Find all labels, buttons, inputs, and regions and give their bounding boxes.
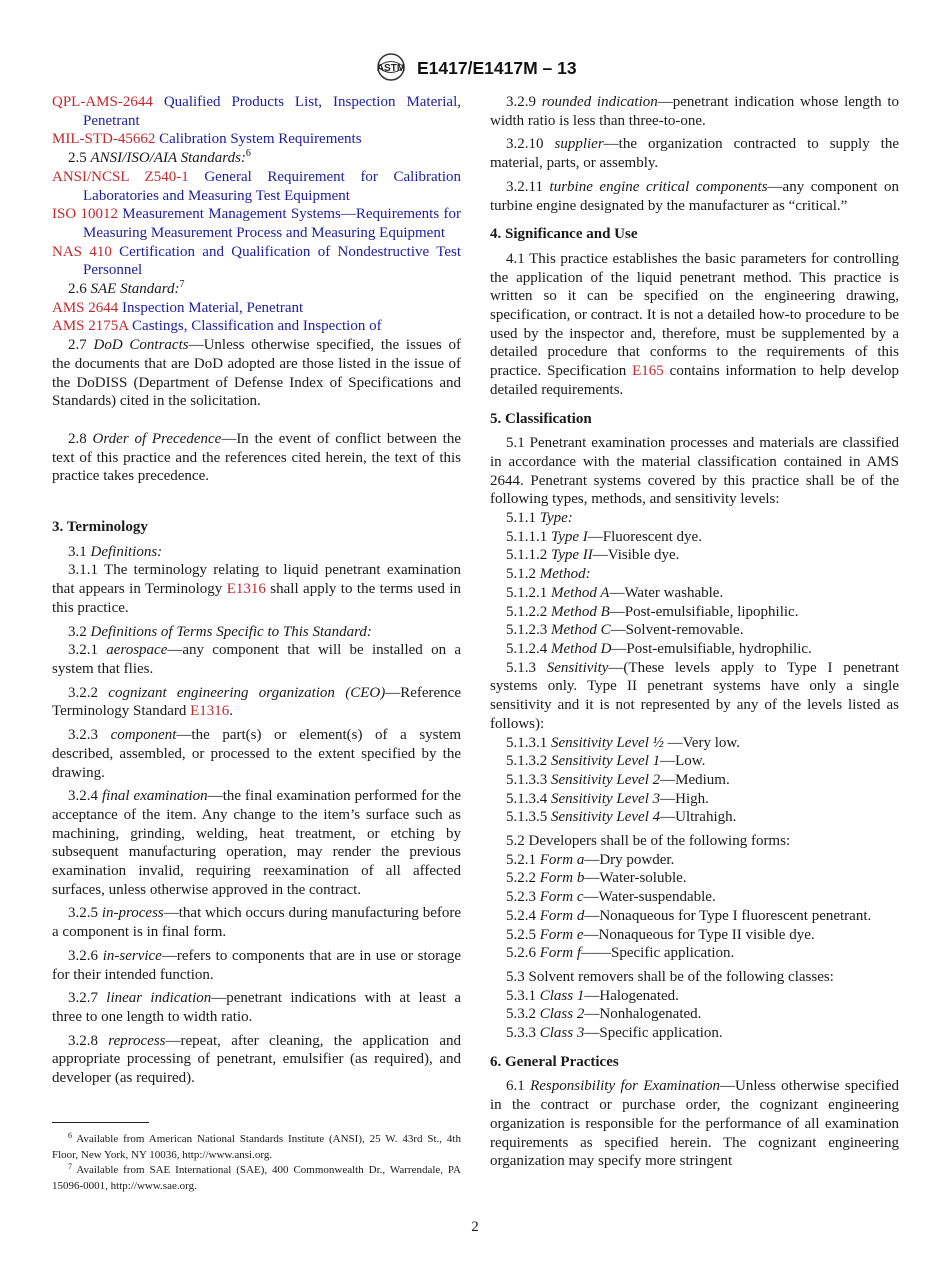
text: 3.2	[68, 623, 91, 640]
italic-term: Form c	[539, 889, 584, 906]
text: 3. Terminology	[52, 519, 148, 536]
text	[189, 169, 205, 185]
reference-title-link[interactable]: Measurement Management Systems—Requirements for Measuring Measurement Process and Measuring Equipment	[83, 206, 461, 241]
paragraph	[490, 135, 899, 172]
text: 5.1.3.1	[506, 734, 551, 751]
italic-term: Type:	[539, 510, 573, 527]
text: 5.1.2	[506, 566, 540, 583]
footnote-ref: 7	[179, 279, 185, 291]
text: —refers to components that are in use or storage for their intended function.	[52, 947, 461, 983]
text: —(These levels apply to Type I penetrant systems only. Type II penetrant systems have only a single sensitivity and it is not represented by any of the levels listed as follows):	[490, 659, 899, 732]
footnote-divider	[52, 1122, 149, 1123]
section-heading	[52, 518, 461, 537]
paragraph	[52, 149, 461, 168]
reference-code-link[interactable]: AMS 2175A	[52, 318, 129, 335]
footnote-text: Available from SAE International (SAE), 400 Commonwealth Dr., Warrendale, PA 15096-0001, http://www.sae.org.	[52, 1164, 461, 1192]
text: —Dry powder.	[584, 851, 675, 868]
text: 3.2.7	[68, 990, 107, 1007]
footnotes	[52, 1132, 461, 1194]
reference-code-link[interactable]: NAS 410	[52, 243, 112, 260]
paragraph	[490, 434, 899, 509]
reference-link[interactable]: E1316	[226, 581, 266, 598]
footnote-7	[52, 1163, 461, 1194]
text: —penetrant indication whose length to width ratio is less than three-to-one.	[490, 94, 900, 129]
italic-term: Form a	[539, 851, 585, 868]
italic-term: Sensitivity Level 3	[551, 790, 661, 807]
text: 5.2.1	[506, 851, 540, 868]
astm-logo-icon	[372, 52, 410, 82]
text: 5. Classification	[490, 410, 592, 427]
document-id: E1417/E1417M – 13	[417, 58, 577, 78]
text: 3.2.5	[68, 905, 102, 922]
text: —High.	[660, 790, 709, 807]
text: 6. General Practices	[490, 1053, 619, 1070]
reference-link[interactable]: E1316	[190, 703, 230, 720]
italic-term: Class 3	[539, 1025, 585, 1042]
text: —Water-suspendable.	[583, 889, 716, 906]
paragraph	[490, 603, 899, 622]
text: —In the event of conflict between the text of this practice and the references cited herein, the text of this practice takes precedence.	[52, 430, 461, 485]
paragraph	[490, 987, 899, 1006]
text: —Reference Terminology Standard	[52, 684, 461, 720]
text: 3.2.4	[68, 788, 103, 805]
italic-term: Form b	[539, 870, 585, 887]
text: —that which occurs during manufacturing before a component is in final form.	[52, 905, 462, 941]
reference-code-link[interactable]: AMS 2644	[52, 299, 119, 316]
paragraph	[490, 808, 899, 827]
reference-title-link[interactable]: Certification and Qualification of Nondestructive Test Personnel	[83, 243, 461, 279]
paragraph	[52, 787, 461, 899]
italic-term: DoD Contracts	[93, 337, 189, 354]
paragraph	[490, 1077, 899, 1171]
reference-entry	[52, 205, 461, 242]
italic-term: Order of Precedence	[92, 430, 222, 447]
text: 3.2.1	[68, 642, 107, 659]
paragraph	[490, 621, 899, 640]
reference-title-link[interactable]: Inspection Material, Penetrant	[122, 299, 304, 316]
left-column	[52, 93, 461, 1088]
paragraph	[490, 178, 899, 215]
italic-term: Method D	[551, 640, 612, 657]
text: 6.1	[506, 1078, 531, 1095]
text: —Ultrahigh.	[660, 809, 737, 826]
text: 5.1.2.1	[506, 584, 551, 601]
paragraph	[490, 528, 899, 547]
italic-term: Sensitivity Level 4	[551, 809, 661, 826]
text: —Water washable.	[609, 584, 724, 601]
italic-term: Sensitivity Level 2	[551, 771, 661, 788]
text: —Nonaqueous for Type I fluorescent penetrant.	[584, 907, 872, 924]
text: —Nonaqueous for Type II visible dye.	[583, 926, 815, 943]
paragraph	[490, 832, 899, 851]
text: 3.2.10	[506, 136, 555, 153]
text: 5.1.3.3	[506, 771, 551, 788]
text: —Visible dye.	[592, 547, 680, 564]
text: 5.3.3	[506, 1025, 540, 1042]
text: —Fluorescent dye.	[587, 528, 702, 545]
text: 5.2.6	[506, 945, 540, 962]
text: 5.2 Developers shall be of the following forms:	[506, 833, 791, 850]
text: 2.5	[68, 150, 91, 167]
text: —Post-emulsifiable, hydrophilic.	[611, 640, 812, 657]
italic-term: cognizant engineering organization (CEO)	[108, 684, 386, 701]
italic-term: Responsibility for Examination	[530, 1078, 720, 1095]
paragraph	[490, 565, 899, 584]
page-number: 2	[471, 1219, 479, 1235]
italic-term: Method C	[551, 622, 611, 639]
reference-title-link[interactable]: Castings, Classification and Inspection of	[132, 318, 382, 335]
italic-term: rounded indication	[541, 94, 658, 110]
text: 5.1.3.2	[506, 753, 551, 770]
footnote-marker: 6	[68, 1131, 72, 1140]
italic-term: Method A	[551, 584, 610, 601]
page-header	[0, 52, 950, 82]
text: 5.1.1.1	[506, 528, 551, 545]
reference-link[interactable]: E165	[632, 363, 664, 380]
paragraph	[490, 509, 899, 528]
paragraph	[490, 734, 899, 753]
text: —Unless otherwise specified in the contract or purchase order, the cognizant engineering organization is responsible for the performance of all examination requirements as specified herein. The cognizant engineering organization may specify more stringent	[490, 1078, 899, 1170]
text: 5.2.5	[506, 926, 540, 943]
text: 5.1.3	[506, 659, 547, 676]
reference-code-link[interactable]: QPL-AMS-2644	[52, 94, 153, 110]
text: —Specific application.	[584, 1025, 723, 1042]
paragraph	[490, 1024, 899, 1043]
italic-term: Class 1	[539, 987, 585, 1004]
text: ——Specific application.	[581, 945, 735, 962]
text: 3.2.2	[68, 684, 109, 701]
italic-term: Sensitivity Level 1	[551, 753, 661, 770]
text: contains information to help develop detailed requirements.	[490, 363, 899, 398]
section-heading	[490, 225, 899, 244]
text: 5.3.2	[506, 1006, 540, 1023]
paragraph	[490, 771, 899, 790]
italic-term: Form f	[539, 945, 581, 962]
paragraph	[490, 790, 899, 809]
paragraph	[490, 93, 899, 130]
text: 5.1.2.4	[506, 640, 551, 657]
text: 5.2.3	[506, 889, 540, 906]
italic-term: aerospace	[106, 642, 168, 659]
reference-entry	[52, 317, 461, 336]
footnote-marker: 7	[68, 1162, 72, 1172]
italic-term: Sensitivity	[546, 659, 609, 676]
text: 4. Significance and Use	[490, 226, 638, 243]
text: 5.2.4	[506, 907, 540, 924]
text: 3.1.1 The terminology relating to liquid penetrant examination that appears in Terminology	[52, 562, 461, 598]
text: —the final examination performed for the acceptance of the item. Any change to the item’s surface such as machining, grinding, welding, heat treatment, or etching by subsequent manufacturing operation, may render the previous examination invalid, requiring reexamination of all affected surfaces, unless otherwise approved in the contract.	[52, 788, 461, 898]
reference-entry	[52, 168, 461, 205]
text	[153, 94, 164, 110]
italic-term: final examination	[102, 788, 208, 805]
paragraph	[52, 947, 461, 984]
reference-code-link[interactable]: ANSI/NCSL Z540-1	[52, 168, 189, 185]
italic-term: linear indication	[106, 990, 212, 1007]
text: —any component on turbine engine designated by the manufacturer as “critical.”	[490, 178, 900, 214]
paragraph	[52, 336, 461, 411]
italic-term: Type II	[551, 547, 593, 564]
italic-term: Class 2	[539, 1006, 585, 1023]
italic-term: supplier	[554, 136, 604, 153]
footnote-text: Available from American National Standards Institute (ANSI), 25 W. 43rd St., 4th Floor, New York, NY 10036, http://www.ansi.org.	[52, 1133, 461, 1161]
text: 5.1 Penetrant examination processes and materials are classified in accordance with the material classification contained in AMS 2644. Penetrant systems covered by this practice shall be of the following types, methods, and sensitivity levels:	[490, 435, 899, 508]
paragraph	[52, 623, 461, 642]
text: 3.1	[68, 543, 91, 560]
paragraph	[490, 888, 899, 907]
reference-title-link[interactable]: Calibration System Requirements	[159, 131, 362, 148]
paragraph	[52, 430, 461, 486]
text: —Very low.	[663, 734, 740, 751]
paragraph	[490, 546, 899, 565]
text: —the part(s) or element(s) of a system described, assembled, or processed to the extent specified by the drawing.	[52, 727, 462, 781]
text: shall apply to the terms used in this practice.	[52, 581, 461, 616]
text: 5.1.1.2	[506, 547, 551, 564]
paragraph	[52, 904, 461, 941]
text: —Halogenated.	[584, 987, 679, 1004]
text: —any component that will be installed on a system that flies.	[52, 642, 461, 677]
italic-term: reprocess	[108, 1032, 166, 1049]
text: —Nonhalogenated.	[584, 1006, 702, 1023]
reference-title-link[interactable]: General Requirement for Calibration Laboratories and Measuring Test Equipment	[83, 168, 462, 204]
text: 4.1 This practice establishes the basic parameters for controlling the application of the liquid penetrant method. This practice is written so it can be specified on the engineering drawing, specification, or contract. It is not a detailed how-to procedure to be used by the inspector and, therefore, must be supplemented by a detailed procedure that conforms to the requirements of this practice. Specification	[490, 250, 899, 380]
text: 2.8	[68, 430, 93, 447]
paragraph	[490, 869, 899, 888]
paragraph	[52, 280, 461, 299]
text: 5.1.3.5	[506, 809, 551, 826]
paragraph	[52, 726, 461, 782]
italic-term: Method:	[539, 566, 591, 583]
paragraph	[490, 907, 899, 926]
paragraph	[52, 684, 461, 721]
italic-term: Form d	[539, 907, 585, 924]
text: 5.1.1	[506, 510, 540, 527]
italic-term: Definitions of Terms Specific to This Standard:	[90, 623, 372, 640]
text: 3.2.8	[68, 1032, 109, 1049]
italic-term: component	[110, 727, 177, 744]
text: —repeat, after cleaning, the application and appropriate processing of penetrant, emulsifier (as required), and developer (as required).	[52, 1032, 462, 1087]
paragraph	[490, 659, 899, 734]
text: 5.1.2.2	[506, 603, 551, 620]
text: —the organization contracted to supply the material, parts, or assembly.	[490, 136, 900, 172]
text: 5.1.2.3	[506, 622, 551, 639]
italic-term: SAE Standard:	[90, 281, 180, 298]
text: —Medium.	[660, 771, 730, 788]
italic-term: Sensitivity Level ½	[551, 734, 664, 751]
text: —Water-soluble.	[584, 870, 687, 887]
italic-term: in-process	[101, 905, 164, 922]
reference-entry	[52, 243, 461, 280]
text: 5.3 Solvent removers shall be of the following classes:	[506, 968, 834, 985]
paragraph	[52, 989, 461, 1026]
italic-term: Type I	[551, 528, 588, 545]
italic-term: in-service	[102, 947, 162, 964]
paragraph	[52, 543, 461, 562]
paragraph	[490, 1005, 899, 1024]
svg-text:ASTM: ASTM	[376, 63, 406, 74]
text: 5.2.2	[506, 870, 540, 887]
paragraph	[490, 752, 899, 771]
paragraph	[490, 944, 899, 963]
text: —Solvent-removable.	[610, 622, 744, 639]
text: 5.1.3.4	[506, 790, 551, 807]
text: 3.2.9	[506, 94, 542, 110]
text: —Low.	[660, 753, 706, 770]
text: .	[229, 703, 234, 720]
footnote-ref: 6	[245, 148, 251, 160]
text: 2.7	[68, 337, 94, 354]
paragraph	[490, 851, 899, 870]
reference-code-link[interactable]: ISO 10012	[52, 206, 118, 223]
paragraph	[52, 1032, 461, 1088]
italic-term: Method B	[551, 603, 610, 620]
text: 5.3.1	[506, 987, 540, 1004]
text: —Unless otherwise specified, the issues of the documents that are DoD adopted are those listed in the issue of the DoDISS (Department of Defense Index of Specifications and Standards) cited in the solicitation.	[52, 337, 462, 410]
footnote-6	[52, 1132, 461, 1163]
text: 3.2.6	[68, 947, 103, 964]
text: 2.6	[68, 281, 91, 298]
paragraph	[490, 968, 899, 987]
reference-entry	[52, 130, 461, 149]
italic-term: Definitions:	[90, 543, 163, 560]
text: 3.2.3	[68, 727, 111, 744]
reference-code-link[interactable]: MIL-STD-45662	[52, 131, 156, 148]
paragraph	[490, 926, 899, 945]
italic-term: turbine engine critical components	[549, 178, 768, 195]
reference-title-link[interactable]: Qualified Products List, Inspection Material, Penetrant	[83, 94, 461, 129]
paragraph	[490, 584, 899, 603]
text: 3.2.11	[506, 178, 550, 195]
paragraph	[52, 561, 461, 617]
text: —Post-emulsifiable, lipophilic.	[609, 603, 799, 620]
section-heading	[490, 1053, 899, 1072]
text: —penetrant indications with at least a three to one length to width ratio.	[52, 990, 461, 1025]
italic-term: Form e	[539, 926, 584, 943]
paragraph	[490, 250, 899, 400]
reference-entry	[52, 299, 461, 318]
italic-term: ANSI/ISO/AIA Standards:	[90, 150, 246, 167]
reference-entry	[52, 93, 461, 130]
section-heading	[490, 410, 899, 429]
paragraph	[490, 640, 899, 659]
paragraph	[52, 641, 461, 678]
right-column	[490, 93, 899, 1171]
